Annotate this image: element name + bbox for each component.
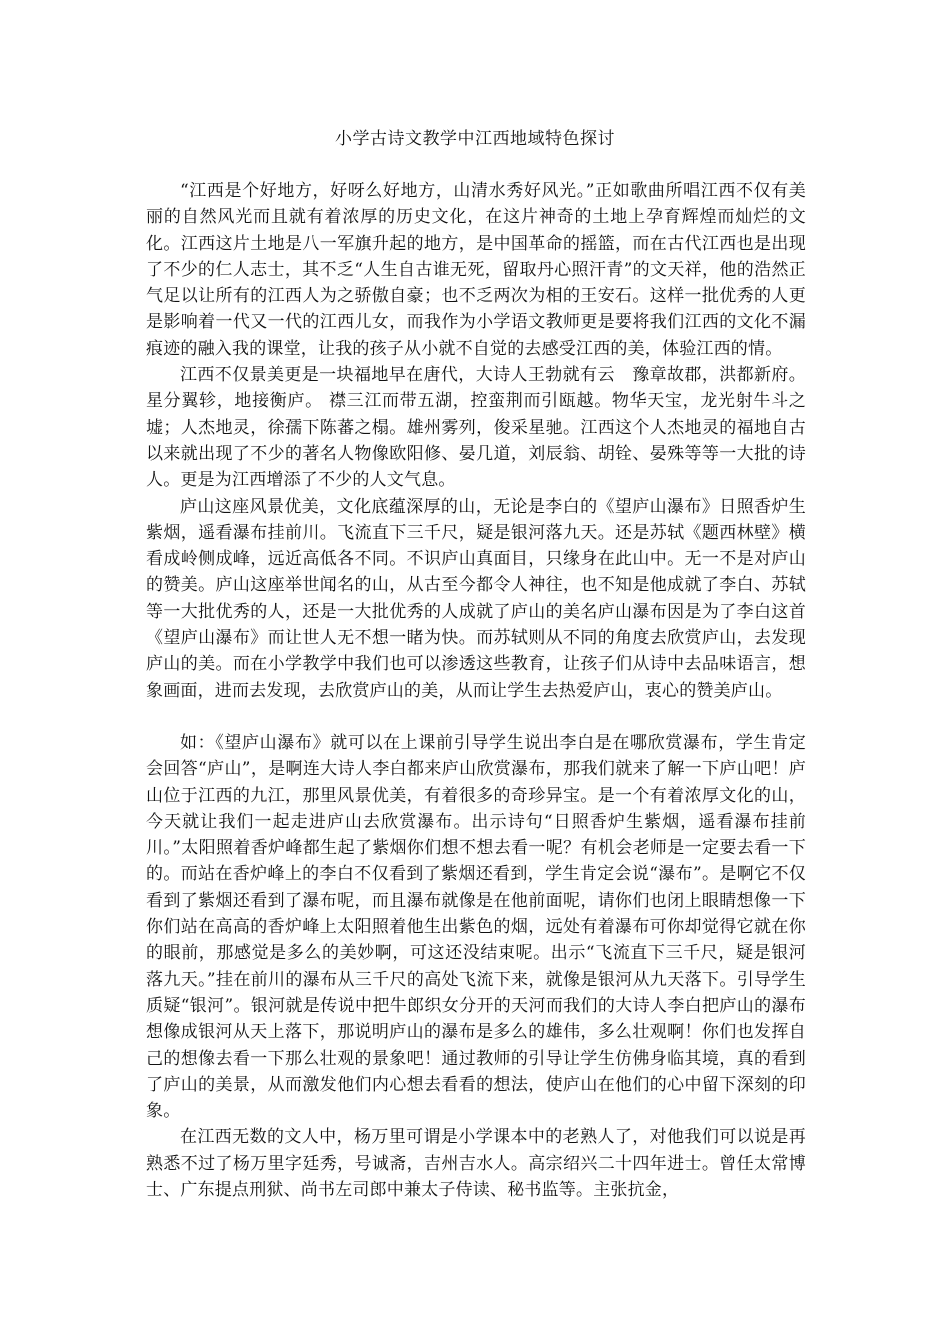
paragraph-lesson-example: 如：《望庐山瀑布》就可以在上课前引导学生说出李白是在哪欣赏瀑布，学生肯定会回答“庐山”，是啊连大诗人李白都来庐山欣赏瀑布，那我们就来了解一下庐山吧！庐山位于江西的九江，那里风景优美，有着很多的奇珍异宝。是一个有着浓厚文化的山，今天就让我们一起走进庐山去欣赏瀑布。出示诗句“日照香炉生紫烟，遥看瀑布挂前川。”太阳照着香炉峰都生起了紫烟你们想不想去看一呢？有机会老师是一定要去看一下的。而站在香炉峰上的李白不仅看到了紫烟还看到，学生肯定会说“瀑布”。是啊它不仅看到了紫烟还看到了瀑布呢，而且瀑布就像是在他前面呢，请你们也闭上眼睛想像一下你们站在高高的香炉峰上太阳照着他生出紫色的烟，远处有着瀑布可你却觉得它就在你的眼前，那感觉是多么的美妙啊，可这还没结束呢。出示“飞流直下三千尺，疑是银河落九天。”挂在前川的瀑布从三千尺的高处飞流下来，就像是银河从九天落下。引导学生质疑“银河”。银河就是传说中把牛郎织女分开的天河而我们的大诗人李白把庐山的瀑布想像成银河从天上落下，那说明庐山的瀑布是多么的雄伟，多么壮观啊！你们也发挥自己的想像去看一下那么壮观的景象吧！通过教师的引导让学生仿佛身临其境，真的看到了庐山的美景，从而激发他们内心想去看看的想法，使庐山在他们的心中留下深刻的印象。 [146, 732, 806, 1122]
paragraph-intro: “江西是个好地方，好呀么好地方，山清水秀好风光。”正如歌曲所唱江西不仅有美丽的自然风光而且就有着浓厚的历史文化，在这片神奇的土地上孕育辉煌而灿烂的文化。江西这片土地是八一军旗升起的地方，是中国革命的摇篮，而在古代江西也是出现了不少的仁人志士，其不乏“人生自古谁无死，留取丹心照汗青”的文天祥，他的浩然正气足以让所有的江西人为之骄傲自豪；也不乏两次为相的王安石。这样一批优秀的人更是影响着一代又一代的江西儿女，而我作为小学语文教师更是要将我们江西的文化不漏痕迹的融入我的课堂，让我的孩子从小就不自觉的去感受江西的美，体验江西的情。 [146, 181, 806, 359]
paragraph-blessed-land: 江西不仅景美更是一块福地早在唐代，大诗人王勃就有云 豫章故郡，洪都新府。星分翼轸，地接衡庐。 襟三江而带五湖，控蛮荆而引瓯越。物华天宝，龙光射牛斗之墟；人杰地灵，徐孺下陈蕃之榻。雄州雾列，俊采星驰。江西这个人杰地灵的福地自古以来就出现了不少的著名人物像欧阳修、晏几道，刘辰翁、胡铨、晏殊等等一大批的诗人。更是为江西增添了不少的人文气息。 [146, 365, 806, 491]
document-title: 小学古诗文教学中江西地域特色探讨 [335, 129, 615, 149]
document-body [146, 178, 806, 1203]
paragraph-yang-wanli: 在江西无数的文人中，杨万里可谓是小学课本中的老熟人了，对他我们可以说是再熟悉不过了杨万里字廷秀，号诚斋，吉州吉水人。高宗绍兴二十四年进士。曾任太常博士、广东提点刑狱、尚书左司郎中兼太子侍读、秘书监等。主张抗金， [146, 1127, 806, 1200]
paragraph-lushan: 庐山这座风景优美，文化底蕴深厚的山，无论是李白的《望庐山瀑布》日照香炉生紫烟，遥看瀑布挂前川。飞流直下三千尺，疑是银河落九天。还是苏轼《题西林壁》横看成岭侧成峰，远近高低各不同。不识庐山真面目，只缘身在此山中。无一不是对庐山的赞美。庐山这座举世闻名的山，从古至今都令人神往，也不知是他成就了李白、苏轼等一大批优秀的人，还是一大批优秀的人成就了庐山的美名庐山瀑布因是为了李白这首《望庐山瀑布》而让世人无不想一睹为快。而苏轼则从不同的角度去欣赏庐山，去发现庐山的美。而在小学教学中我们也可以渗透这些教育，让孩子们从诗中去品味语言，想象画面，进而去发现，去欣赏庐山的美，从而让学生去热爱庐山，衷心的赞美庐山。 [146, 496, 806, 701]
